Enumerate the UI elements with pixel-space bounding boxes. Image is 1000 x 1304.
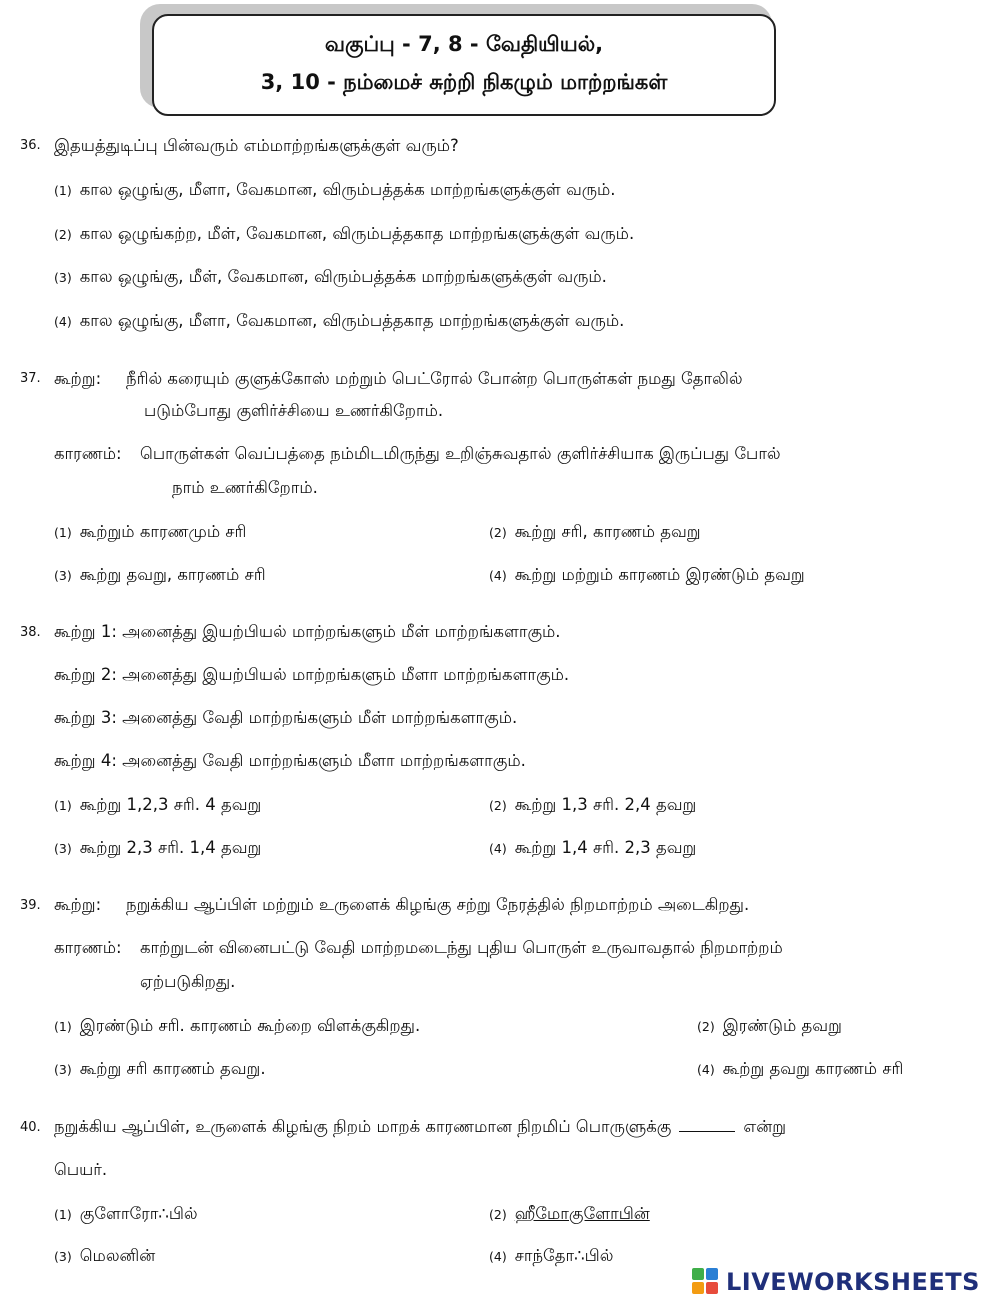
question-number: 40. — [20, 1120, 41, 1135]
option-4[interactable] — [697, 1059, 903, 1079]
option-2[interactable] — [489, 522, 701, 542]
option-1[interactable] — [54, 1204, 198, 1224]
option-number: (1) — [54, 1207, 72, 1222]
option-text: கூற்று சரி காரணம் தவறு. — [79, 1059, 266, 1078]
option-1[interactable] — [54, 180, 616, 200]
option-number: (2) — [489, 525, 507, 540]
option-text: கூற்று 1,2,3 சரி. 4 தவறு — [79, 795, 262, 814]
reason-text-cont: ஏற்படுகிறது. — [140, 972, 236, 991]
option-number: (3) — [54, 841, 72, 856]
statement-text: அனைத்து வேதி மாற்றங்களும் மீளா மாற்றங்களாகும். — [122, 751, 526, 770]
option-1[interactable] — [54, 795, 261, 815]
statement-3 — [54, 708, 517, 728]
reason-text: காற்றுடன் வினைபட்டு வேதி மாற்றமடைந்து புதிய பொருள் உருவாவதால் நிறமாற்றம் — [140, 938, 783, 957]
statement-text: அனைத்து வேதி மாற்றங்களும் மீள் மாற்றங்களாகும். — [122, 708, 518, 727]
option-text: ஹீமோகுளோபின் — [514, 1204, 650, 1223]
option-number: (1) — [54, 183, 72, 198]
option-text: கால ஒழுங்கு, மீளா, வேகமான, விரும்பத்தக்க மாற்றங்களுக்குள் வரும். — [79, 180, 616, 199]
option-number: (3) — [54, 568, 72, 583]
reason-text: பொருள்கள் வெப்பத்தை நம்மிடமிருந்து உறிஞ்சுவதால் குளிர்ச்சியாக இருப்பது போல் — [140, 444, 781, 463]
option-4[interactable] — [489, 838, 696, 858]
option-4[interactable] — [54, 311, 624, 331]
header-title-line2: 3, 10 - நம்மைச் சுற்றி நிகழும் மாற்றங்கள் — [260, 70, 668, 94]
statement-label: கூற்று 2: — [54, 665, 117, 684]
question-text-after: என்று — [743, 1117, 786, 1136]
option-text: மெலனின் — [79, 1246, 156, 1265]
option-2[interactable] — [697, 1016, 842, 1036]
statement-label: கூற்று 3: — [54, 708, 117, 727]
header-box — [152, 14, 776, 116]
question-number: 36. — [20, 138, 41, 153]
option-number: (2) — [54, 227, 72, 242]
option-1[interactable] — [54, 522, 246, 542]
option-text: கால ஒழுங்கு, மீளா, வேகமான, விரும்பத்தகாத மாற்றங்களுக்குள் வரும். — [79, 311, 625, 330]
option-text: கால ஒழுங்கு, மீள், வேகமான, விரும்பத்தக்க மாற்றங்களுக்குள் வரும். — [79, 267, 607, 286]
option-3[interactable] — [54, 1059, 266, 1079]
question-text-cont: பெயர். — [54, 1160, 108, 1179]
option-4[interactable] — [489, 565, 805, 585]
option-text: இரண்டும் சரி. காரணம் கூற்றை விளக்குகிறது. — [79, 1016, 421, 1035]
option-3[interactable] — [54, 1246, 155, 1266]
option-text: கூற்று சரி, காரணம் தவறு — [514, 522, 701, 541]
question-text — [54, 1117, 786, 1137]
statement-1 — [54, 622, 561, 642]
statement-label: கூற்று 1: — [54, 622, 117, 641]
question-number: 38. — [20, 625, 41, 640]
option-number: (4) — [697, 1062, 715, 1077]
option-number: (1) — [54, 798, 72, 813]
option-number: (4) — [489, 841, 507, 856]
option-3[interactable] — [54, 565, 266, 585]
question-number: 37. — [20, 371, 41, 386]
option-number: (2) — [489, 798, 507, 813]
answer-blank[interactable] — [679, 1117, 735, 1132]
option-number: (4) — [489, 568, 507, 583]
option-text: சாந்தோ∴பில் — [514, 1246, 614, 1265]
option-text: கூற்று தவறு, காரணம் சரி — [79, 565, 266, 584]
option-text: கூற்று 1,3 சரி. 2,4 தவறு — [514, 795, 697, 814]
liveworksheets-icon — [692, 1268, 720, 1296]
option-number: (4) — [489, 1249, 507, 1264]
statement-text: அனைத்து இயற்பியல் மாற்றங்களும் மீளா மாற்றங்களாகும். — [122, 665, 570, 684]
option-number: (3) — [54, 270, 72, 285]
option-number: (2) — [489, 1207, 507, 1222]
option-1[interactable] — [54, 1016, 420, 1036]
liveworksheets-wordmark: LIVEWORKSHEETS — [726, 1268, 980, 1296]
option-2[interactable] — [489, 1204, 650, 1224]
option-text: கூற்று மற்றும் காரணம் இரண்டும் தவறு — [514, 565, 805, 584]
question-text-before: நறுக்கிய ஆப்பிள், உருளைக் கிழங்கு நிறம் மாறக் காரணமான நிறமிப் பொருளுக்கு — [54, 1117, 672, 1136]
option-text: கூற்று 1,4 சரி. 2,3 தவறு — [514, 838, 697, 857]
statement-4 — [54, 751, 526, 771]
option-3[interactable] — [54, 838, 261, 858]
option-text: கூற்று தவறு காரணம் சரி — [722, 1059, 904, 1078]
option-number: (3) — [54, 1062, 72, 1077]
option-text: கால ஒழுங்கற்ற, மீள், வேகமான, விரும்பத்தகாத மாற்றங்களுக்குள் வரும். — [79, 224, 635, 243]
statement-text: நறுக்கிய ஆப்பிள் மற்றும் உருளைக் கிழங்கு சற்று நேரத்தில் நிறமாற்றம் அடைகிறது. — [126, 895, 750, 914]
statement-label: கூற்று: — [54, 369, 102, 388]
option-text: இரண்டும் தவறு — [722, 1016, 842, 1035]
option-2[interactable] — [489, 795, 696, 815]
header-title-line1: வகுப்பு - 7, 8 - வேதியியல், — [324, 32, 604, 56]
statement-text: அனைத்து இயற்பியல் மாற்றங்களும் மீள் மாற்றங்களாகும். — [122, 622, 561, 641]
option-number: (1) — [54, 525, 72, 540]
option-text: கூற்று 2,3 சரி. 1,4 தவறு — [79, 838, 262, 857]
option-number: (2) — [697, 1019, 715, 1034]
option-2[interactable] — [54, 224, 634, 244]
option-number: (4) — [54, 314, 72, 329]
statement-2 — [54, 665, 569, 685]
option-3[interactable] — [54, 267, 607, 287]
liveworksheets-logo[interactable] — [692, 1266, 980, 1298]
option-text: கூற்றும் காரணமும் சரி — [79, 522, 247, 541]
reason-text-cont: நாம் உணர்கிறோம். — [172, 478, 318, 497]
statement-label: கூற்று: — [54, 895, 102, 914]
reason-label: காரணம்: — [54, 444, 122, 463]
option-4[interactable] — [489, 1246, 613, 1266]
option-number: (1) — [54, 1019, 72, 1034]
question-text: இதயத்துடிப்பு பின்வரும் எம்மாற்றங்களுக்குள் வரும்? — [54, 136, 459, 155]
statement-text: நீரில் கரையும் குளுக்கோஸ் மற்றும் பெட்ரோல் போன்ற பொருள்கள் நமது தோலில் — [126, 369, 743, 388]
reason-label: காரணம்: — [54, 938, 122, 957]
option-text: குளோரோ∴பில் — [79, 1204, 198, 1223]
statement-text-cont: படும்போது குளிர்ச்சியை உணர்கிறோம். — [144, 401, 444, 420]
question-number: 39. — [20, 898, 41, 913]
option-number: (3) — [54, 1249, 72, 1264]
statement-label: கூற்று 4: — [54, 751, 117, 770]
